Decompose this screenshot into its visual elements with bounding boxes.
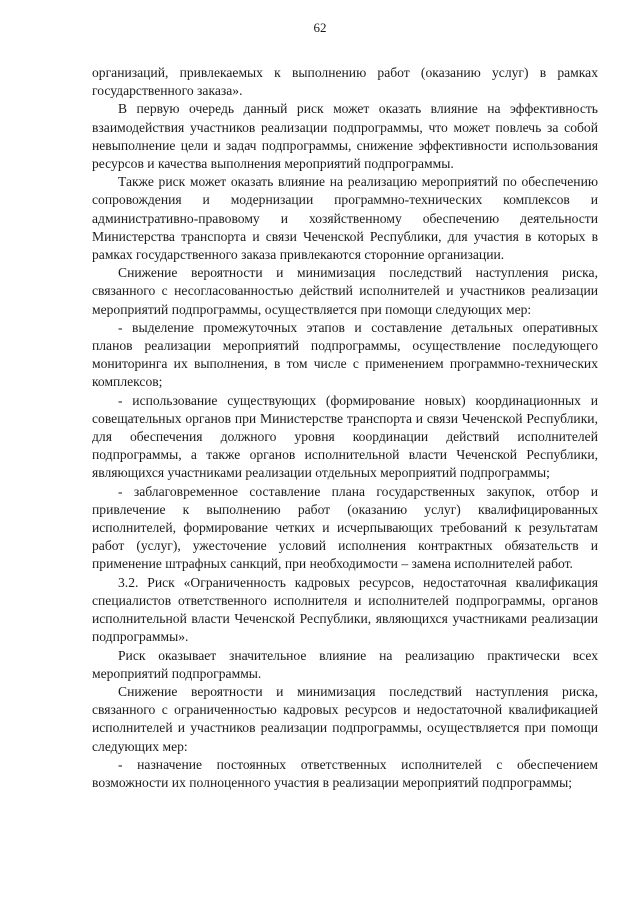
list-item-stages: - выделение промежуточных этапов и составление детальных оперативных планов реализации мероприятий подпрограммы, осуществление последующего мониторинга их выполнения, в том числе с применением программно-технических комплексов;	[92, 319, 598, 390]
paragraph-mitigation-intro: Снижение вероятности и минимизация последствий наступления риска, связанного с несогласованностью действий исполнителей и участников реализации мероприятий подпрограммы, осуществляется при помощи следующих мер:	[92, 265, 598, 317]
paragraph-risk-also: Также риск может оказать влияние на реализацию мероприятий по обеспечению сопровождения и модернизации программно-технических комплексов и административно-правовому и хозяйственному обеспечению деятельности Министерства транспорта и связи Чеченской Республики, для участия в которых в рамках государственного заказа привлекаются сторонние организации.	[92, 174, 598, 263]
list-item-procurement: - заблаговременное составление плана государственных закупок, отбор и привлечение к выполнению работ (оказанию услуг) квалифицированных исполнителей, формирование четких и исчерпывающих требований к результатам работ (услуг), ужесточение условий исполнения контрактных обязательств и применение штрафных санкций, при необходимости – замена исполнителей работ.	[92, 483, 598, 572]
page-number: 62	[313, 20, 327, 35]
section-heading-3-2: 3.2. Риск «Ограниченность кадровых ресурсов, недостаточная квалификация специалистов ответственного исполнителя и исполнителей подпрограммы, органов исполнительной власти Чеченской Республики, являющихся участниками реализации подпрограммы».	[92, 574, 598, 645]
list-item-coordination: - использование существующих (формирование новых) координационных и совещательных органов при Министерстве транспорта и связи Чеченской Республики, для обеспечения должного уровня координации действий исполнителей подпрограммы, а также органов исполнительной власти Чеченской Республики, являющихся участниками реализации отдельных мероприятий подпрограммы;	[92, 392, 598, 481]
paragraph-mitigation-staff: Снижение вероятности и минимизация последствий наступления риска, связанного с ограниченностью кадровых ресурсов и недостаточной квалификацией исполнителей и участников реализации подпрограммы, осуществляется при помощи следующих мер:	[92, 683, 598, 754]
document-body	[92, 64, 598, 792]
paragraph-risk-impact: В первую очередь данный риск может оказать влияние на эффективность взаимодействия участников реализации подпрограммы, что может повлечь за собой невыполнение цели и задач подпрограммы, снижение эффективности использования ресурсов и качества выполнения мероприятий подпрограммы.	[92, 101, 598, 172]
list-item-appointment: - назначение постоянных ответственных исполнителей с обеспечением возможности их полноценного участия в реализации мероприятий подпрограммы;	[92, 756, 598, 790]
paragraph-risk-influence: Риск оказывает значительное влияние на реализацию практически всех мероприятий подпрограммы.	[92, 647, 598, 681]
paragraph-continuation: организаций, привлекаемых к выполнению работ (оказанию услуг) в рамках государственного заказа».	[92, 65, 598, 99]
